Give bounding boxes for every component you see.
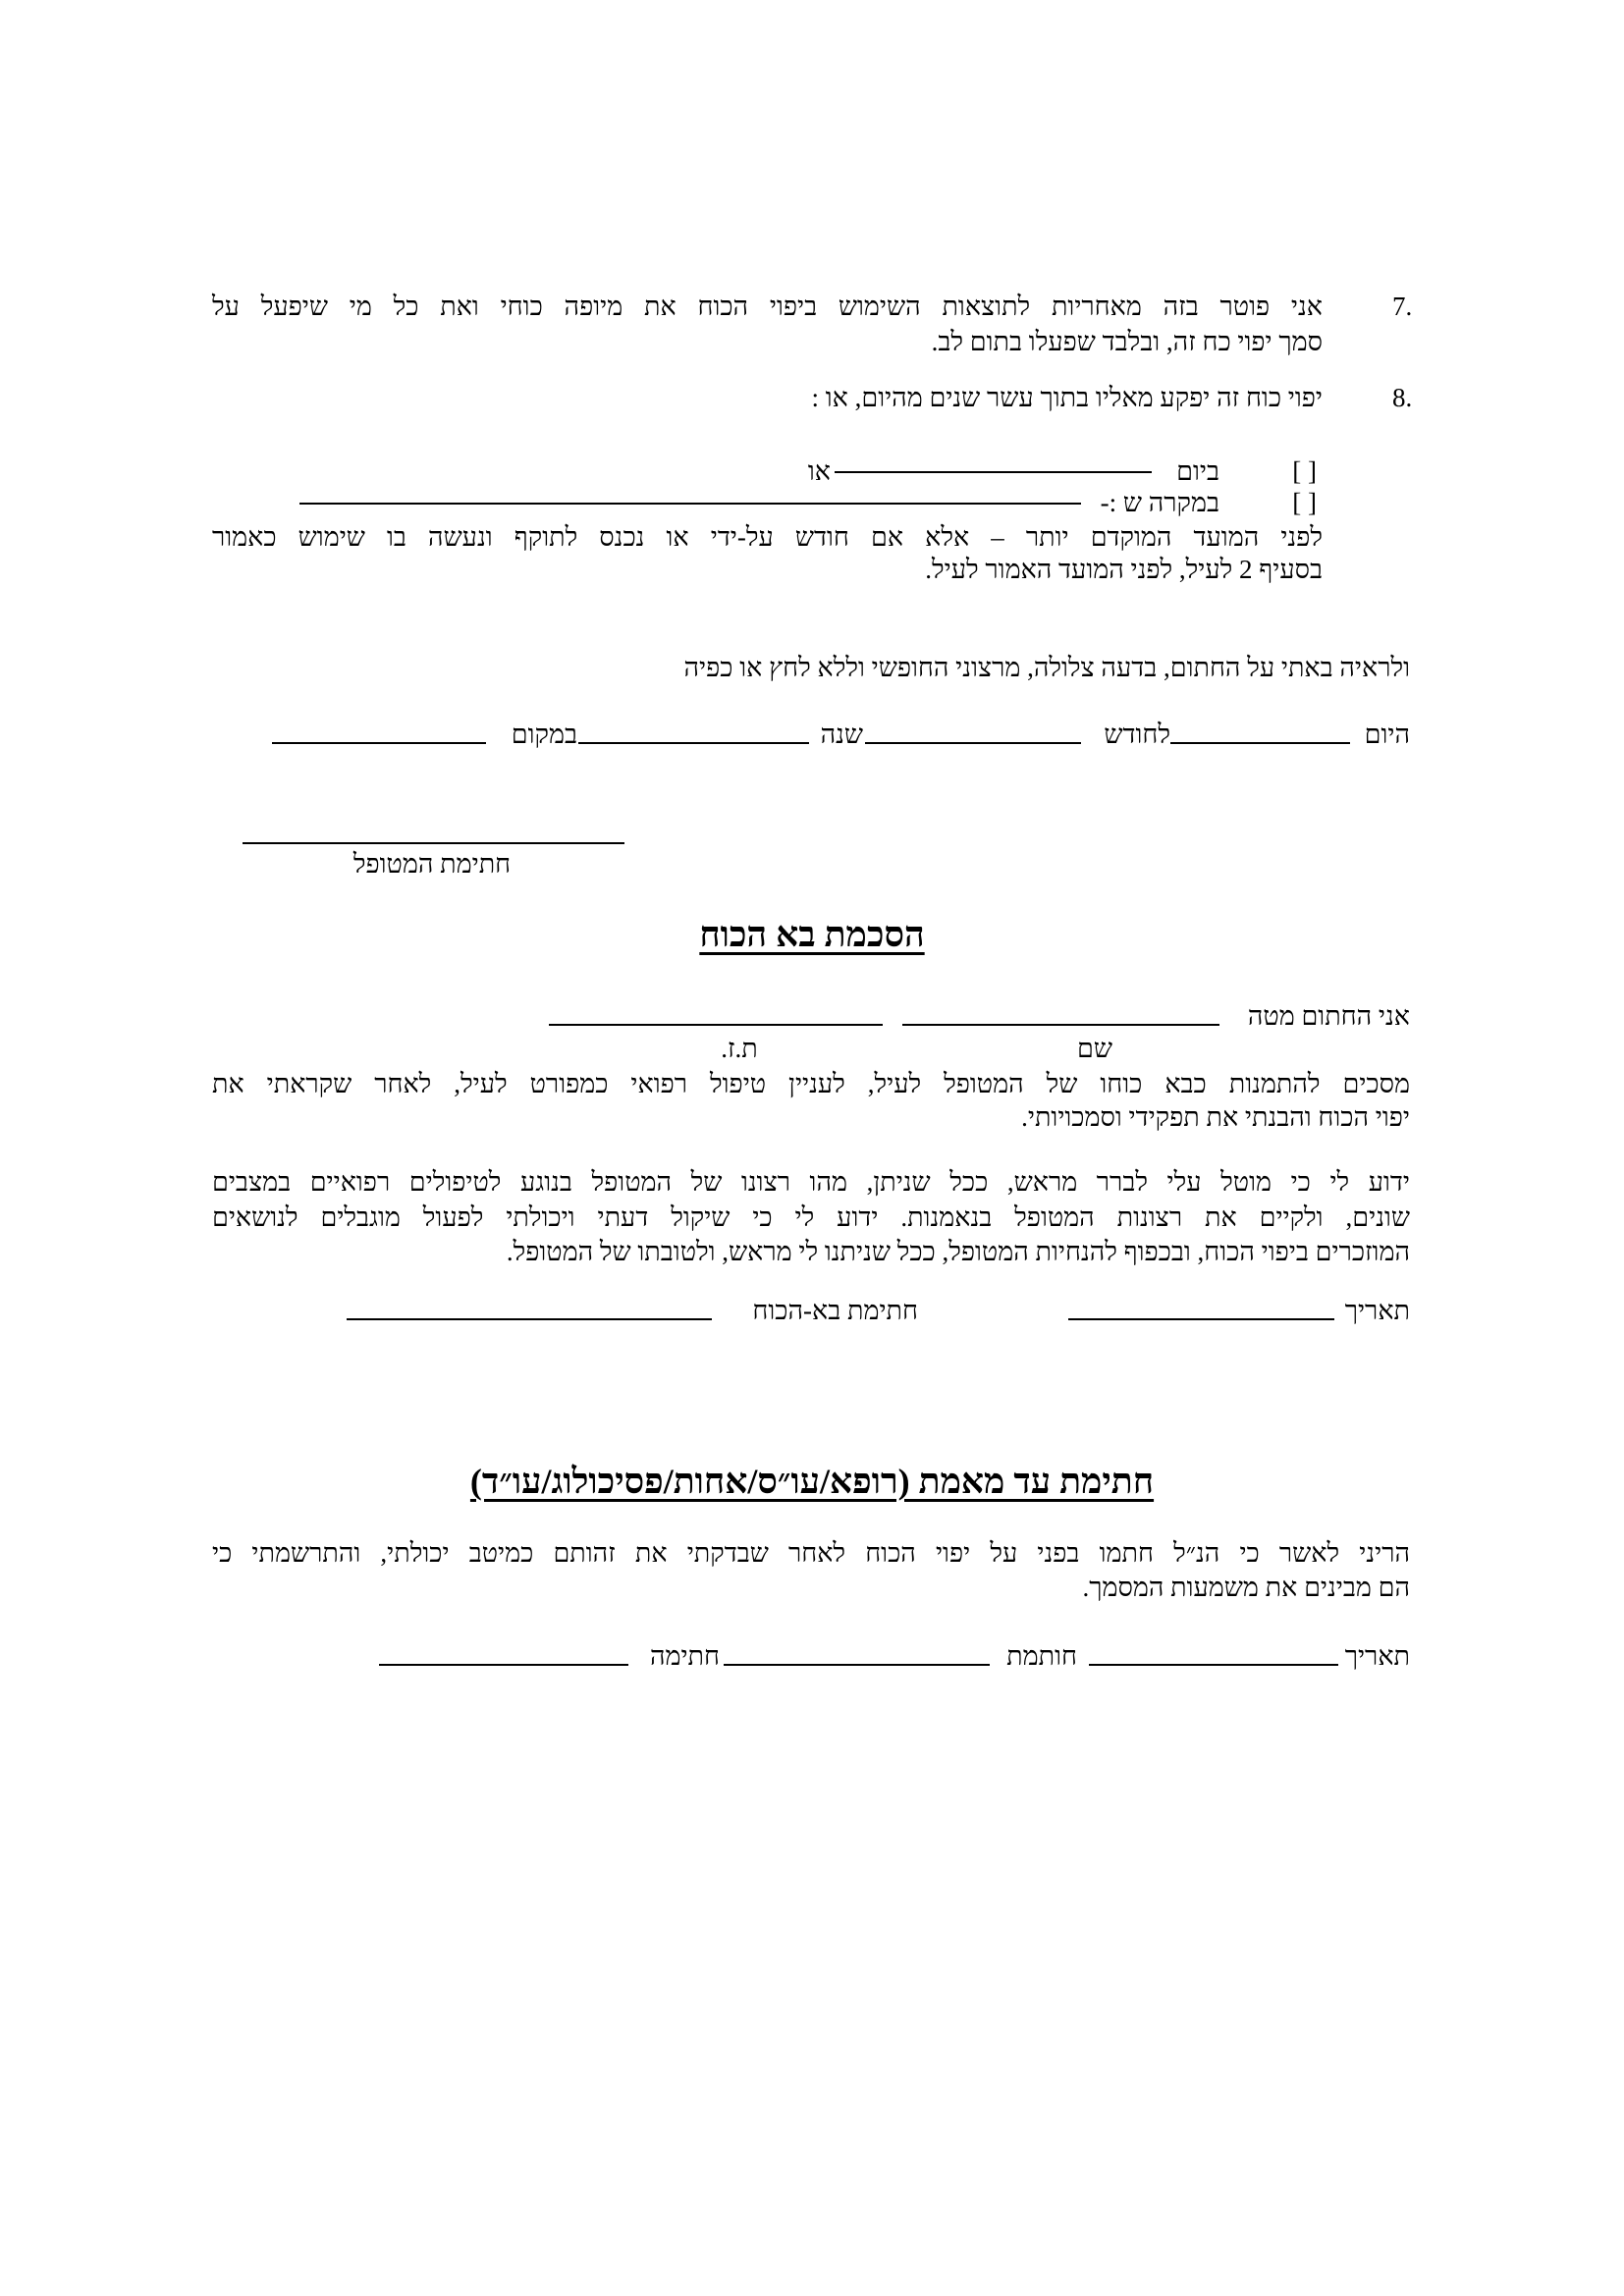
witness-heading: חתימת עד מאמת (רופא/עו״ס/אחות/פסיכולוג/עו״ד) [469, 1462, 1155, 1501]
attorney-date-blank[interactable] [1068, 1318, 1334, 1320]
witness-stamp-blank[interactable] [724, 1664, 990, 1666]
attorney-date-label: תאריך [1344, 1296, 1410, 1325]
witness-stamp-label: חותמת [1006, 1641, 1077, 1671]
option-1-or: או [807, 456, 831, 486]
attorney-signature-blank[interactable] [347, 1318, 712, 1320]
month-blank[interactable] [865, 742, 1081, 744]
year-blank[interactable] [578, 742, 809, 744]
clause-7-line: אני פוטר בזה מאחריות לתוצאות השימוש ביפוי הכוח את מיופה כוחי ואת כל מי שיפעל על [212, 292, 1323, 321]
clause-7-number: 7. [1392, 292, 1413, 321]
clause-8-line: לפני המועד המוקדם יותר – אלא אם חודש על-ידי או נכנס לתוקף ונעשה בו שימוש כאמור [212, 522, 1323, 552]
attorney-intro: אני החתום מטה [1247, 1001, 1410, 1031]
consent-line: יפוי הכוח והבנתי את תפקידי וסמכויותי. [1021, 1102, 1410, 1132]
duty-line: המוזכרים ביפוי הכוח, ובכפוף להנחיות המטופל, ככל שניתנו לי מראש, ולטובתו של המטופל. [506, 1237, 1410, 1266]
clause-8-number: 8. [1392, 383, 1413, 412]
place-label: במקום [511, 720, 577, 749]
place-blank[interactable] [272, 742, 486, 744]
duty-line: ידוע לי כי מוטל עלי לברר מראש, ככל שניתן, מהו רצונו של המטופל בנוגע לטיפולים רפואיים במצבים [212, 1167, 1410, 1197]
option-1-checkbox[interactable]: [ ] [1292, 456, 1317, 486]
witness-signature-blank[interactable] [379, 1664, 628, 1666]
option-2-condition-blank[interactable] [299, 503, 1081, 505]
clause-7-line: סמך יפוי כח זה, ובלבד שפעלו בתום לב. [931, 327, 1323, 356]
witness-date-label: תאריך [1344, 1641, 1410, 1671]
year-label: שנה [820, 720, 863, 749]
id-label: ת.ז. [721, 1034, 758, 1063]
day-label: היום [1364, 720, 1410, 749]
attorney-consent-heading: הסכמת בא הכוח [699, 915, 925, 954]
attorney-signature-label: חתימת בא-הכוח [752, 1296, 918, 1325]
duty-line: שונים, ולקיים את רצונות המטופל בנאמנות. ידוע לי כי שיקול דעתי ויכולתי לפעול מוגבלים לנושאים [212, 1202, 1410, 1232]
consent-line: מסכים להתמנות כבא כוחו של המטופל לעיל, לעניין טיפול רפואי כמפורט לעיל, לאחר שקראתי את [212, 1069, 1410, 1098]
witness-line: הריני לאשר כי הנ״ל חתמו בפני על יפוי הכוח לאחר שבדקתי את זהותם כמיטב יכולתי, והתרשמתי כי [212, 1538, 1410, 1568]
attorney-id-blank[interactable] [549, 1024, 883, 1026]
option-2-checkbox[interactable]: [ ] [1292, 488, 1317, 517]
option-2-label: במקרה ש :- [1100, 488, 1219, 517]
month-label: לחודש [1104, 720, 1170, 749]
name-label: שם [1077, 1034, 1112, 1063]
day-blank[interactable] [1170, 742, 1350, 744]
witness-date-blank[interactable] [1089, 1664, 1338, 1666]
option-1-date-blank[interactable] [835, 471, 1152, 473]
patient-signature-line[interactable] [243, 842, 624, 844]
clause-8-line: בסעיף 2 לעיל, לפני המועד האמור לעיל. [925, 555, 1323, 584]
signing-statement: ולראיה באתי על החתום, בדעה צלולה, מרצוני החופשי וללא לחץ או כפיה [683, 653, 1410, 682]
patient-signature-label: חתימת המטופל [352, 849, 512, 879]
attorney-name-blank[interactable] [902, 1024, 1219, 1026]
witness-signature-label: חתימה [649, 1641, 720, 1671]
option-1-label: ביום [1176, 456, 1219, 486]
witness-line: הם מבינים את משמעות המסמך. [1082, 1573, 1410, 1602]
clause-8-text: יפוי כוח זה יפקע מאליו בתוך עשר שנים מהיום, או : [811, 383, 1323, 412]
